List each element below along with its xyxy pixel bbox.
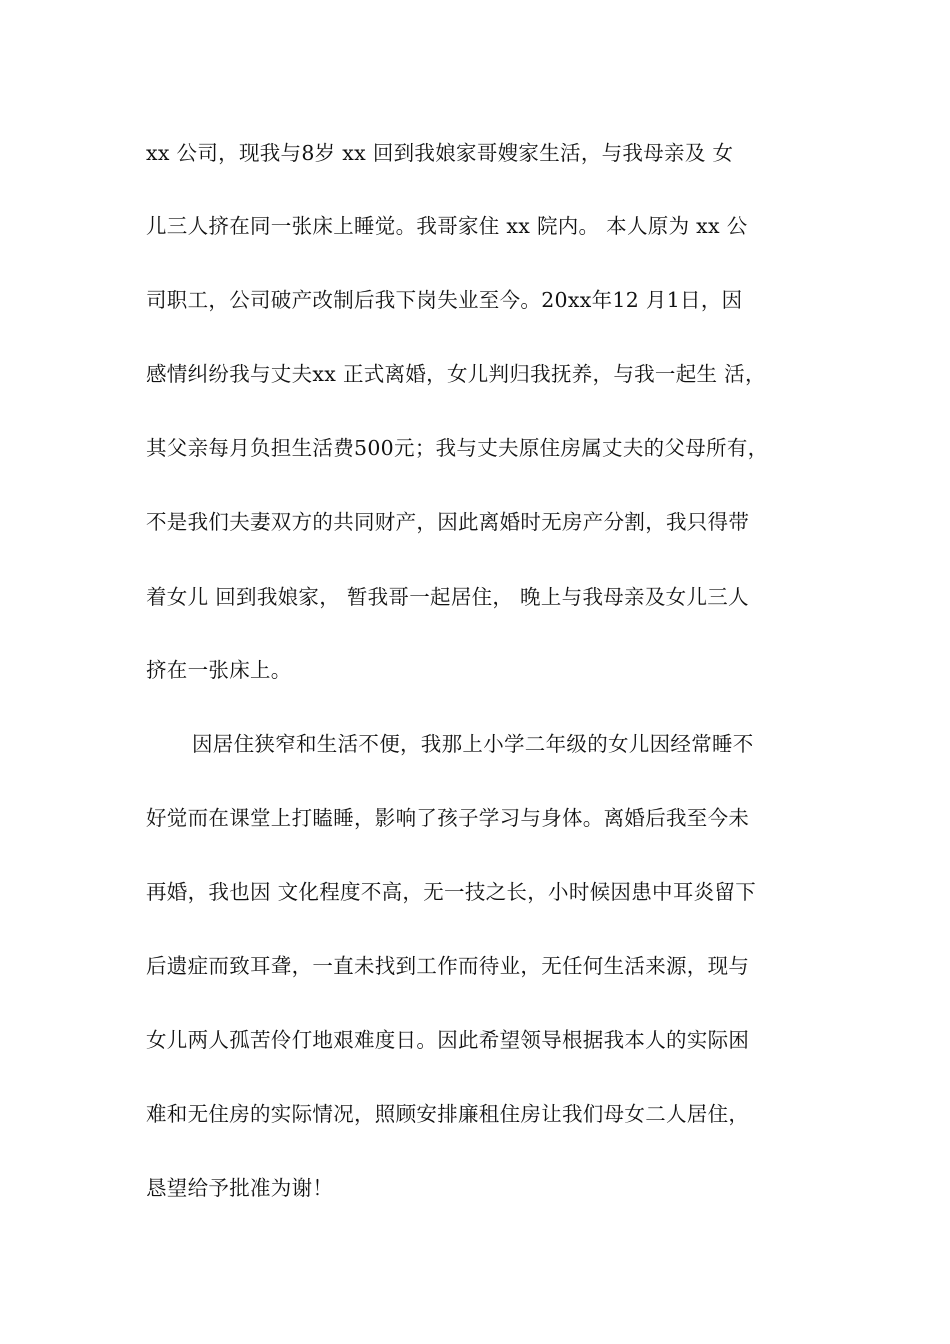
paragraph-1-line-2: 儿三人挤在同一张床上睡觉。我哥家住 xx 院内。 本人原为 xx 公 <box>146 214 748 238</box>
paragraph-1-line-5: 其父亲每月负担生活费500元；我与丈夫原住房属丈夫的父母所有， <box>146 436 769 460</box>
paragraph-1-line-7: 着女儿 回到我娘家， 暂我哥一起居住， 晚上与我母亲及女儿三人 <box>146 585 749 609</box>
paragraph-2-line-5: 女儿两人孤苦伶仃地艰难度日。因此希望领导根据我本人的实际困 <box>146 1028 750 1052</box>
paragraph-1-line-3: 司职工，公司破产改制后我下岗失业至今。20xx年12 月1日，因 <box>146 288 743 312</box>
paragraph-1-line-6: 不是我们夫妻双方的共同财产，因此离婚时无房产分割，我只得带 <box>146 510 750 534</box>
paragraph-2-line-2: 好觉而在课堂上打瞌睡，影响了孩子学习与身体。离婚后我至今未 <box>146 806 750 830</box>
paragraph-2-line-3: 再婚，我也因 文化程度不高，无一技之长，小时候因患中耳炎留下 <box>146 880 757 904</box>
paragraph-1-line-1: xx 公司，现我与8岁 xx 回到我娘家哥嫂家生活，与我母亲及 女 <box>146 141 734 165</box>
paragraph-1-line-4: 感情纠纷我与丈夫xx 正式离婚，女儿判归我抚养，与我一起生 活， <box>146 362 766 386</box>
paragraph-2-line-6: 难和无住房的实际情况，照顾安排廉租住房让我们母女二人居住， <box>146 1102 750 1126</box>
paragraph-1-line-8: 挤在一张床上。 <box>146 658 292 682</box>
paragraph-2-line-7: 恳望给予批准为谢！ <box>146 1176 334 1200</box>
paragraph-2-line-4: 后遗症而致耳聋，一直未找到工作而待业，无任何生活来源，现与 <box>146 954 750 978</box>
paragraph-2-line-1: 因居住狭窄和生活不便，我那上小学二年级的女儿因经常睡不 <box>192 732 754 756</box>
